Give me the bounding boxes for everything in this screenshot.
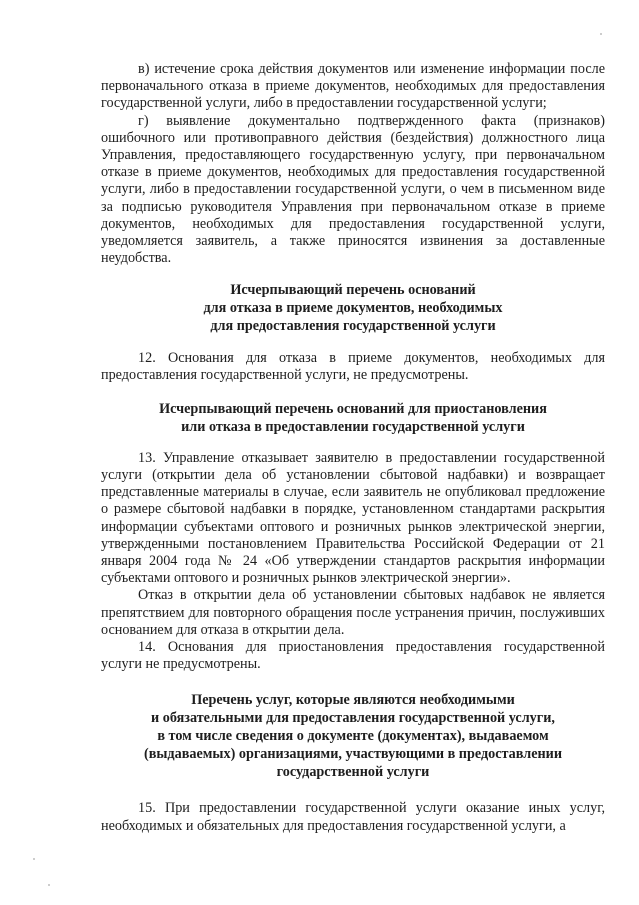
section-heading-refusal-to-accept: Исчерпывающий перечень оснований для отказа в приеме документов, необходимых для предоставления государственной услуги	[203, 282, 503, 335]
section-heading-suspension-or-refusal: Исчерпывающий перечень оснований для приостановления или отказа в предоставлении государственной услуги	[159, 401, 547, 436]
paragraph-v: в) истечение срока действия документов или изменение информации после первоначального отказа в приеме документов, необходимых для предоставления государственной услуги, либо в предоставлении государственной услуги;	[101, 61, 605, 112]
scan-speck	[33, 858, 35, 860]
paragraph-14: 14. Основания для приостановления предоставления государственной услуги не предусмотрены.	[101, 639, 605, 673]
paragraph-12: 12. Основания для отказа в приеме документов, необходимых для предоставления государственной услуги, не предусмотрены.	[101, 349, 605, 384]
paragraph-15: 15. При предоставлении государственной услуги оказание иных услуг, необходимых и обязательных для предоставления государственной услуги, а	[101, 800, 605, 834]
paragraph-g: г) выявление документально подтвержденного факта (признаков) ошибочного или противоправного действия (бездействия) должностного лица Управления, предоставляющего государственную услугу, при первоначальном отказе в приеме документов, необходимых для предоставления государственной услуги, либо в предоставлении государственной услуги, о чем в письменном виде за подписью руководителя Управления при первоначальном отказе в приеме документов, необходимых для предоставления государственной услуги, уведомляется заявитель, а также приносятся извинения за доставленные неудобства.	[101, 112, 605, 267]
paragraph-13: 13. Управление отказывает заявителю в предоставлении государственной услуги (открытии дела об установлении сбытовой надбавки) и возвращает представленные материалы в случае, если заявитель не опубликовал предложение о размере сбытовой надбавки в порядке, установленном стандартами раскрытия информации субъектами оптового и розничных рынков электрической энергии, утвержденными постановлением Правительства Российской Федерации от 21 января 2004 года № 24 «Об утверждении стандартов раскрытия информации субъектами оптового и розничных рынков электрической энергии».	[101, 449, 605, 587]
scan-speck	[48, 884, 50, 886]
scan-speck	[600, 33, 602, 35]
paragraph-13-refusal: Отказ в открытии дела об установлении сбытовых надбавок не является препятствием для повторного обращения после устранения причин, послуживших основанием для отказа в открытии дела.	[101, 587, 605, 638]
document-body	[101, 61, 605, 835]
section-heading-required-services: Перечень услуг, которые являются необходимыми и обязательными для предоставления государственной услуги, в том числе сведения о документе (документах), выдаваемом (выдаваемых) организациями, участвующими в предоставлении государственной услуги	[143, 692, 563, 780]
